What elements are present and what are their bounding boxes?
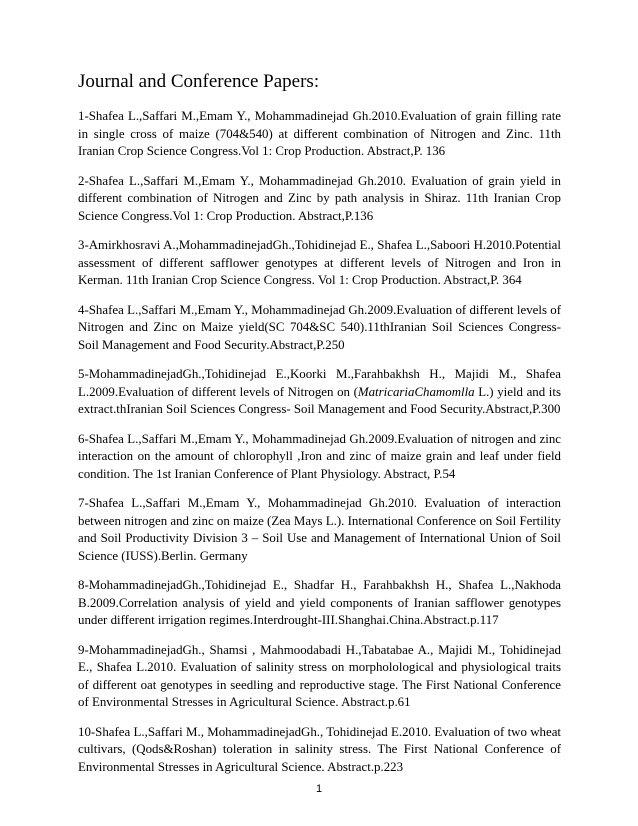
reference-list: [78, 108, 561, 788]
section-heading: Journal and Conference Papers:: [78, 71, 320, 92]
reference-item-6: 6-Shafea L.,Saffari M.,Emam Y., Mohammadinejad Gh.2009.Evaluation of nitrogen and zinc interaction on the amount of chlorophyll ,Iron and zinc of maize grain and leaf under field condition. The 1st Iranian Conference of Plant Physiology. Abstract, P.54: [78, 431, 561, 481]
reference-item-3: 3-Amirkhosravi A.,MohammadinejadGh.,Tohidinejad E., Shafea L.,Saboori H.2010.Potential assessment of different safflower genotypes at different levels of Nitrogen and Iron in Kerman. 11th Iranian Crop Science Congress. Vol 1: Crop Production. Abstract,P. 364: [78, 238, 561, 287]
reference-item-5: 5-MohammadinejadGh.,Tohidinejad E.,Koorki M.,Farahbakhsh H., Majidi M., Shafea L.2009.Evaluation of different levels of Nitrogen on (MatricariaChamomlla L.) yield and its extract.thIranian Soil Sciences Congress- Soil Management and Food Security.Abstract,P.300: [78, 367, 561, 416]
reference-item-9: 9-MohammadinejadGh., Shamsi , Mahmoodabadi H.,Tabatabae A., Majidi M., Tohidinejad E., Shafea L.2010. Evaluation of salinity stress on morpholological and physiological traits of different oat genotypes in seedling and reproductive stage. The First National Conference of Environmental Stresses in Agricultural Science. Abstract.p.61: [78, 642, 561, 709]
reference-item-1: 1-Shafea L.,Saffari M.,Emam Y., Mohammadinejad Gh.2010.Evaluation of grain filling rate in single cross of maize (704&540) at different combination of Nitrogen and Zinc. 11th Iranian Crop Science Congress.Vol 1: Crop Production. Abstract,P. 136: [78, 109, 561, 158]
page-number: 1: [315, 783, 323, 795]
reference-item-7: 7-Shafea L.,Saffari M.,Emam Y., Mohammadinejad Gh.2010. Evaluation of interaction between nitrogen and zinc on maize (Zea Mays L.). International Conference on Soil Fertility and Soil Productivity Division 3 – Soil Use and Management of International Union of Soil Science (IUSS).Berlin. Germany: [78, 496, 561, 563]
reference-item-2: 2-Shafea L.,Saffari M.,Emam Y., Mohammadinejad Gh.2010. Evaluation of grain yield in different combination of Nitrogen and Zinc by path analysis in Shiraz. 11th Iranian Crop Science Congress.Vol 1: Crop Production. Abstract,P.136: [78, 173, 561, 223]
reference-item-8: 8-MohammadinejadGh.,Tohidinejad E., Shadfar H., Farahbakhsh H., Shafea L.,Nakhoda B.2009.Correlation analysis of yield and yield components of Iranian safflower genotypes under different irrigation regimes.Interdrought-III.Shanghai.China.Abstract.p.117: [78, 578, 561, 627]
species-name: MatricariaChamomlla: [357, 384, 475, 399]
reference-item-10: 10-Shafea L.,Saffari M., MohammadinejadGh., Tohidinejad E.2010. Evaluation of two wheat cultivars, (Qods&Roshan) toleration in salinity stress. The First National Conference of Environmental Stresses in Agricultural Science. Abstract.p.223: [78, 724, 561, 774]
reference-item-4: 4-Shafea L.,Saffari M.,Emam Y., Mohammadinejad Gh.2009.Evaluation of different levels of Nitrogen and Zinc on Maize yield(SC 704&SC 540).11thIranian Soil Sciences Congress- Soil Management and Food Security.Abstract,P.250: [78, 302, 561, 352]
